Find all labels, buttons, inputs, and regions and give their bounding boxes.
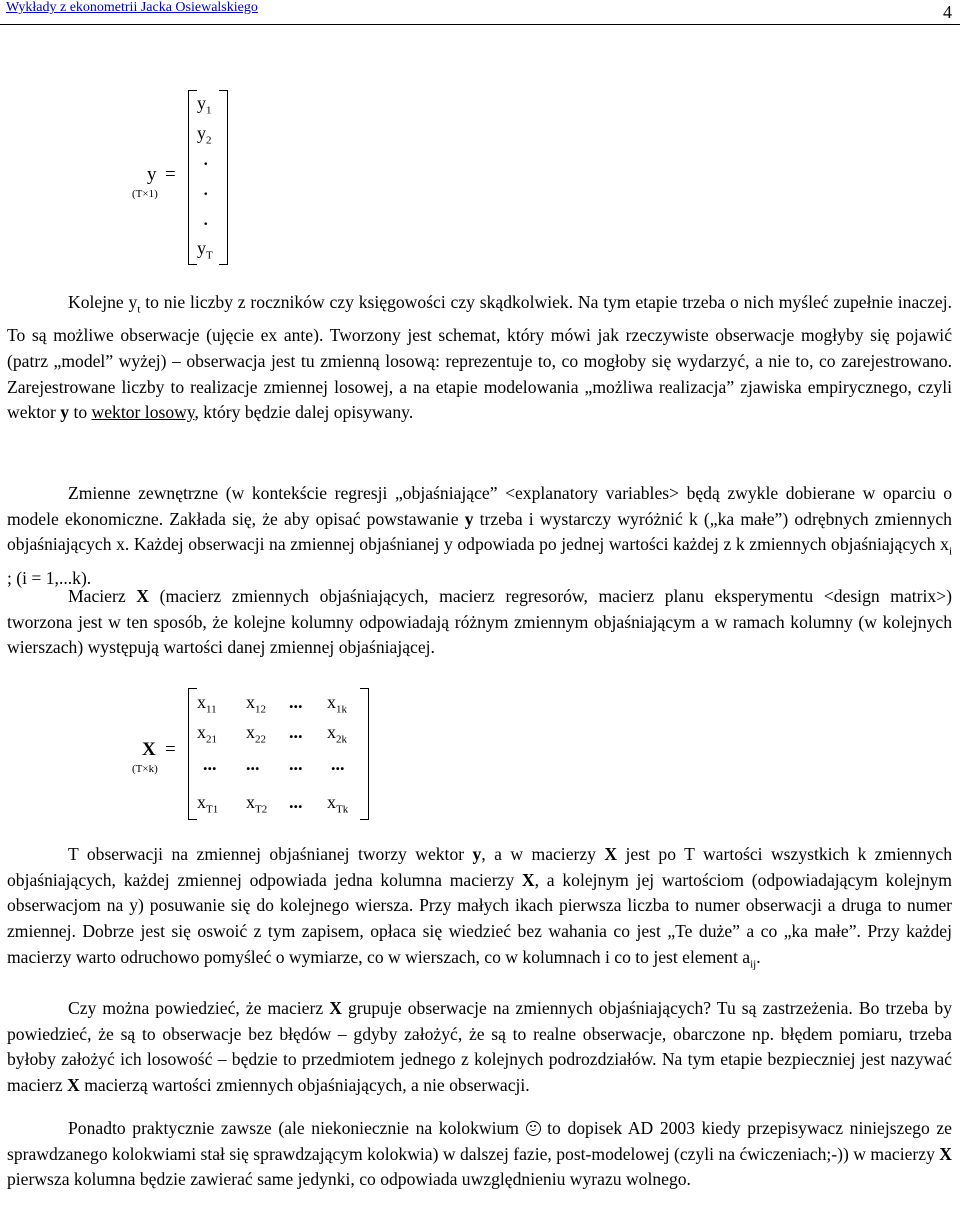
vector-y-element: $y_1$: [197, 93, 212, 117]
vector-y-ellipsis-dot: .: [203, 205, 209, 230]
matrix-x-cell: ...: [331, 754, 345, 774]
matrix-x-dimension: (T×k): [132, 763, 158, 775]
matrix-x-cell: ...: [203, 754, 217, 774]
matrix-x-equals: =: [165, 739, 176, 760]
vector-y-equals: =: [165, 164, 176, 185]
paragraph-observations: Kolejne $y_t$ to nie liczby z roczników czy księgowości czy skądkolwiek. Na tym etapie trzeba o nich myśleć zupełnie inaczej. To są możliwe obserwacje (ujęcie ex ante). Tworzony jest schemat, który mówi jak rzeczywiste obserwacje mogłyby się pojawić (patrz „model” wyżej) – obserwacja jest tu zmienną losową: reprezentuje to, co mogłoby się wydarzyć, a nie to, co zarejestrowano. Zarejestrowane liczby to realizacje zmiennej losowej, a na etapie modelowania „możliwa realizacja” zjawiska empirycznego, czyli wektor y to wektor losowy, który będzie dalej opisywany.: [7, 292, 953, 423]
vector-y-right-bracket: [219, 90, 228, 265]
page-header: [0, 0, 960, 25]
matrix-x-cell: ...: [246, 754, 260, 774]
matrix-x-cell: $x_{T1}$: [197, 792, 219, 816]
paragraph-intercept-column: Ponadto praktycznie zawsze (ale niekoniecznie na kolokwium to dopisek AD 2003 kiedy przepisywacz niniejszego ze sprawdzanego kolokwiami stał się sprawdzającym kolokwia) w dalszej fazie, post-modelowej (czyli na ćwiczeniach;-)) w macierzy X pierwsza kolumna będzie zawierać same jedynki, co odpowiada uwzględnieniu wyrazu wolnego.: [7, 1118, 952, 1190]
vector-y-left-bracket: [188, 90, 197, 265]
paragraph-explanatory-variables: Zmienne zewnętrzne (w kontekście regresji „objaśniające” <explanatory variables> będą zwykle dobierane w oparciu o modele ekonomiczne. Zakłada się, że aby opisać powstawanie y trzeba i wystarczy wyróżnić k („ka małe”) odrębnych zmiennych objaśniających x. Każdej obserwacji na zmiennej objaśnianej y odpowiada po jednej wartości każdej z k zmiennych objaśniających $x_i$ ; (i = 1,...k).: [7, 483, 952, 588]
matrix-x-cell: $x_{11}$: [197, 692, 217, 716]
matrix-x-cell: $x_{2k}$: [327, 722, 347, 746]
matrix-x-cell: $x_{T2}$: [246, 792, 268, 816]
paragraph-matrix-structure: T obserwacji na zmiennej objaśnianej tworzy wektor y, a w macierzy X jest po T wartości wszystkich k zmiennych objaśniających, każdej zmiennej odpowiada jedna kolumna macierzy X, a kolejnym jej wartościom (odpowiadającym kolejnym obserwacjom na y) posuwanie się do kolejnego wiersza. Przy małych ikach pierwsza liczba to numer obserwacji a druga to numer zmiennej. Dobrze jest się oswoić z tym zapisem, opłaca się wiedzieć bez wahania co jest „Te duże” a co „ka małe”. Przy każdej macierzy warto odruchowo pomyśleć o wymiarze, co w wierszach, co w kolumnach i co to jest element $a_{ij}$.: [7, 844, 952, 971]
vector-y-name: y: [147, 164, 157, 185]
matrix-x-right-bracket: [360, 688, 369, 820]
matrix-x-cell: ...: [289, 722, 303, 742]
matrix-x-cell: ...: [289, 692, 303, 712]
matrix-x-cell: $x_{12}$: [246, 692, 266, 716]
header-title-link[interactable]: Wykłady z ekonometrii Jacka Osiewalskiego: [6, 0, 258, 15]
matrix-x-cell: $x_{22}$: [246, 722, 266, 746]
page-number: 4: [943, 2, 952, 22]
matrix-x-left-bracket: [188, 688, 197, 820]
matrix-x-cell: $x_{1k}$: [327, 692, 347, 716]
vector-y-element: $y_T$: [197, 238, 213, 262]
matrix-x-cell: ...: [289, 754, 303, 774]
matrix-x-cell: $x_{Tk}$: [327, 792, 349, 816]
matrix-x-name: X: [142, 739, 156, 760]
matrix-x-cell: ...: [289, 792, 303, 812]
vector-y-ellipsis-dot: .: [203, 175, 209, 200]
vector-y-ellipsis-dot: .: [203, 145, 209, 170]
vector-y-dimension: (T×1): [132, 188, 158, 200]
paragraph-reservations: Czy można powiedzieć, że macierz X grupuje obserwacje na zmiennych objaśniających? Tu są zastrzeżenia. Bo trzeba by powiedzieć, że są to obserwacje bez błędów – gdyby założyć, że są to realne obserwacje, obarczone np. błędem pomiaru, trzeba byłoby założyć ich losowość – będzie to przedmiotem jednego z kolejnych podrozdziałów. Na tym etapie bezpieczniej jest nazywać macierz X macierzą wartości zmiennych objaśniających, a nie obserwacji.: [7, 998, 952, 1096]
vector-y-element: $y_2$: [197, 123, 212, 147]
paragraph-design-matrix: Macierz X (macierz zmiennych objaśniających, macierz regresorów, macierz planu eksperymentu <design matrix>) tworzona jest w ten sposób, że kolejne kolumny odpowiadają różnym zmiennym objaśniającym a w ramach kolumny (w kolejnych wierszach) występują wartości danej zmiennej objaśniającej.: [7, 586, 952, 658]
matrix-x-cell: $x_{21}$: [197, 722, 217, 746]
smiley-face-icon: [526, 1121, 541, 1136]
